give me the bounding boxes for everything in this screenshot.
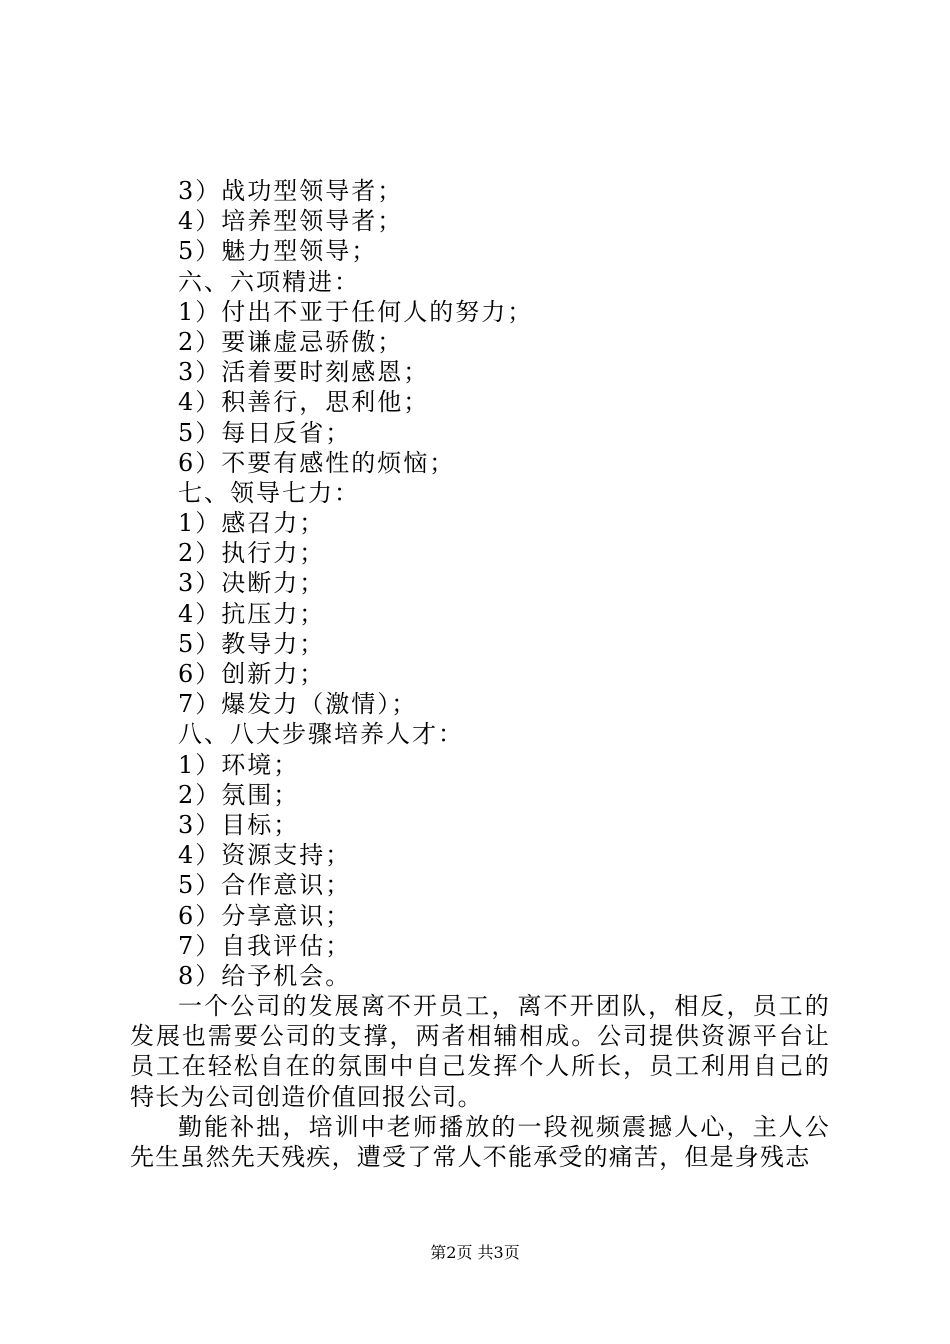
list-item: 3）决断力；: [178, 569, 326, 598]
section-heading: 六、六项精进：: [178, 267, 360, 296]
list-item: 2）要谦虚忌骄傲；: [178, 327, 404, 356]
list-item: 7）自我评估；: [178, 931, 352, 960]
section-heading: 七、领导七力：: [178, 478, 360, 507]
list-item: 8）给予机会。: [178, 961, 352, 990]
list-item: 5）教导力；: [178, 629, 326, 658]
list-item: 1）环境；: [178, 750, 300, 779]
body-paragraph: 勤能补拙，培训中老师播放的一段视频震撼人心，主人公先生虽然先天残疾，遭受了常人不能承受的痛苦，但是身残志: [130, 1112, 830, 1172]
list-item: 3）战功型领导者；: [178, 177, 404, 205]
document-body: [130, 176, 830, 1172]
list-item: 1）付出不亚于任何人的努力；: [178, 297, 534, 326]
list-item: 3）目标；: [178, 810, 300, 839]
list-item: 6）不要有感性的烦恼；: [178, 448, 456, 477]
list-item: 4）资源支持；: [178, 841, 352, 870]
page-number-footer: 第2页 共3页: [430, 1243, 520, 1262]
body-paragraph: 一个公司的发展离不开员工，离不开团队，相反，员工的发展也需要公司的支撑，两者相辅相成。公司提供资源平台让员工在轻松自在的氛围中自己发挥个人所长，员工利用自己的特长为公司创造价值回报公司。: [130, 992, 830, 1111]
list-item: 6）创新力；: [178, 660, 326, 688]
list-item: 1）感召力；: [178, 509, 326, 538]
list-item: 4）积善行，思利他；: [178, 388, 430, 417]
list-item: 2）氛围；: [178, 780, 300, 809]
list-item: 5）合作意识；: [178, 871, 352, 900]
list-item: 4）抗压力；: [178, 599, 326, 628]
list-item: 5）魅力型领导；: [178, 237, 378, 266]
section-heading: 八、八大步骤培养人才：: [178, 720, 464, 749]
list-item: 5）每日反省；: [178, 418, 352, 447]
list-item: 2）执行力；: [178, 539, 326, 568]
list-item: 3）活着要时刻感恩；: [178, 358, 430, 387]
list-item: 4）培养型领导者；: [178, 207, 404, 236]
list-item: 7）爆发力（激情）；: [178, 690, 418, 719]
list-item: 6）分享意识；: [178, 901, 352, 930]
